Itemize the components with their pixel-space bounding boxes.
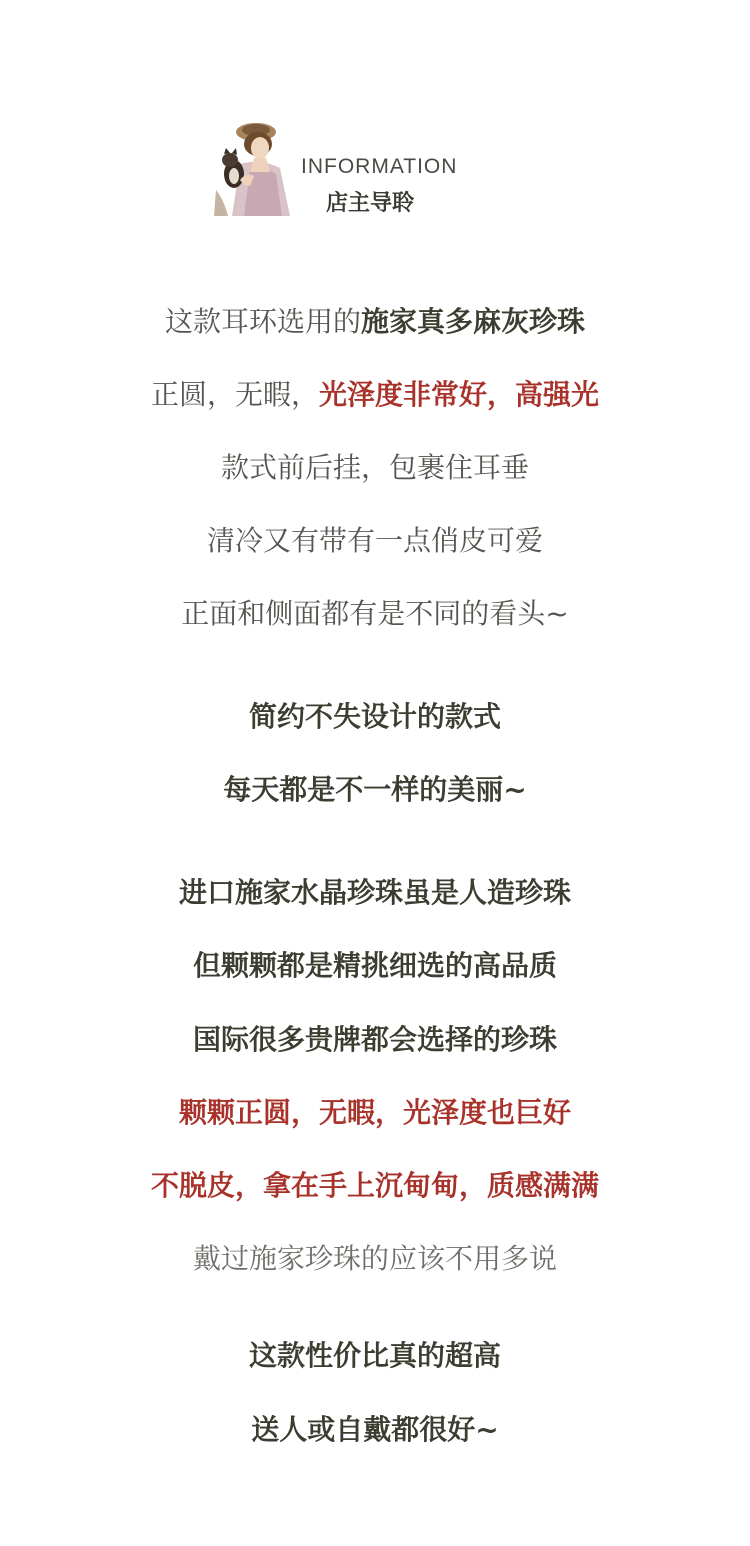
header-title-cn: 店主导聆 (326, 191, 415, 216)
text-line (0, 946, 750, 986)
text-segment: 正圆，无暇， (150, 378, 319, 411)
text-segment-bold: 施家真多麻灰珍珠 (361, 305, 586, 338)
header-title-en: INFORMATION (301, 155, 458, 178)
text-segment-bold: 但颗颗都是精挑细选的高品质 (192, 949, 557, 982)
text-segment-bold: 简约不失设计的款式 (248, 700, 501, 733)
text-segment-gray: 戴过施家珍珠的应该不用多说 (192, 1242, 557, 1275)
text-segment: 正面和侧面都有是不同的看头~ (181, 597, 569, 630)
text-line (0, 302, 750, 342)
text-segment: 清冷又有带有一点俏皮可爱 (206, 524, 543, 557)
text-line (0, 1239, 750, 1279)
text-line (0, 375, 750, 415)
info-header (210, 120, 540, 220)
portrait-illustration-icon (210, 120, 294, 216)
text-line (0, 1020, 750, 1060)
text-line (0, 1410, 750, 1450)
text-segment-bold: 国际很多贵牌都会选择的珍珠 (192, 1023, 557, 1056)
text-line (0, 1093, 750, 1133)
text-line (0, 770, 750, 810)
text-segment-red: 不脱皮，拿在手上沉甸甸，质感满满 (150, 1169, 599, 1202)
text-line (0, 1336, 750, 1376)
text-segment-red: 光泽度非常好，高强光 (319, 378, 600, 411)
text-line (0, 873, 750, 913)
text-segment-bold: 进口施家水晶珍珠虽是人造珍珠 (178, 876, 571, 909)
text-segment-bold: 送人或自戴都很好~ (251, 1413, 499, 1446)
text-line (0, 594, 750, 634)
text-line (0, 1166, 750, 1206)
text-segment-red: 颗颗正圆，无暇，光泽度也巨好 (178, 1096, 571, 1129)
text-segment: 这款耳环选用的 (164, 305, 361, 338)
text-segment-bold: 这款性价比真的超高 (248, 1339, 501, 1372)
text-line (0, 521, 750, 561)
text-segment: 款式前后挂，包裹住耳垂 (220, 451, 529, 484)
text-line (0, 448, 750, 488)
text-line (0, 697, 750, 737)
text-segment-bold: 每天都是不一样的美丽~ (223, 773, 527, 806)
